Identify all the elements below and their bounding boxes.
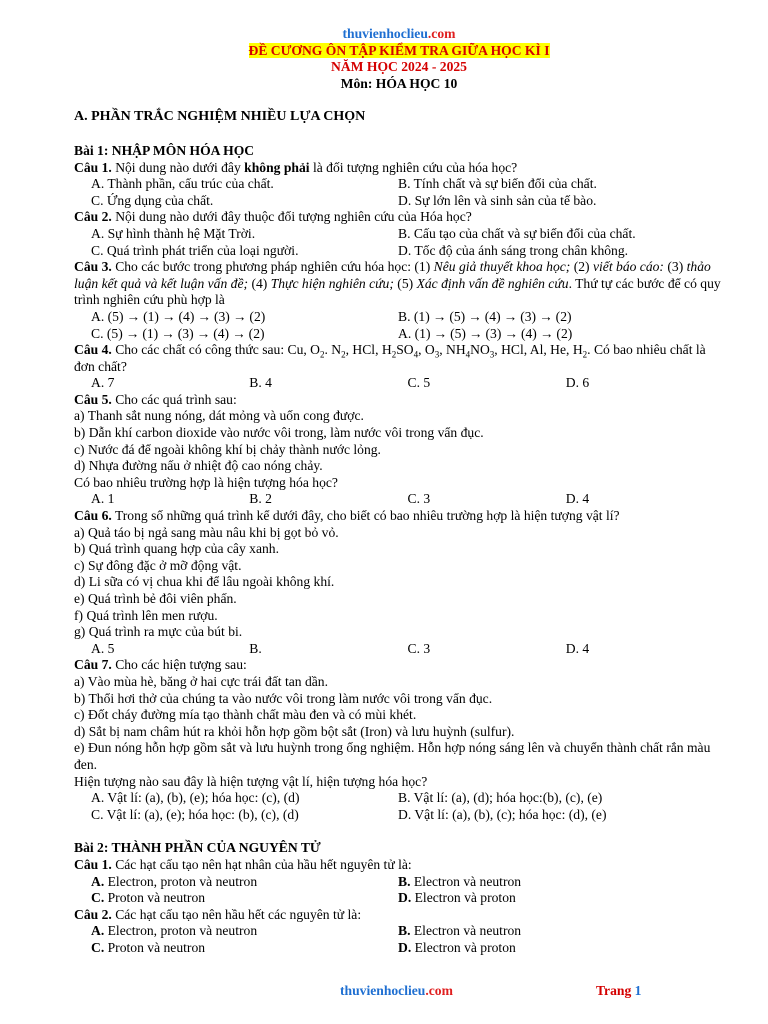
arrow-icon: → [503,308,518,324]
arrow-icon: → [161,325,175,341]
question-label: Câu 2. [74,906,112,922]
statement: g) Quá trình ra mực của bút bi. [74,624,243,640]
option-letter: C. [91,939,105,955]
subscript: 4 [465,349,471,360]
question [74,342,724,375]
question [74,259,724,309]
options-row [74,923,724,940]
subscript: 2 [391,349,397,360]
arrow-icon: → [539,308,553,324]
option-text: Proton và neutron [107,939,206,955]
statement: a) Thanh sắt nung nóng, dát mỏng và uốn cong được. [74,408,364,424]
question-text: là đối tượng nghiên cứu của hóa học? [312,159,518,175]
question [74,209,724,226]
step-text: Nêu giả thuyết khoa học; [433,259,571,275]
option: C. Vật lí: (a), (e); hóa học: (b), (c), (d) [91,806,299,822]
question-label: Câu 6. [74,508,112,524]
step-number: (2) [248,325,265,341]
question-text: (5) [397,275,414,291]
statement: d) Sắt bị nam châm hút ra khỏi hỗn hợp gồm bột sắt (Iron) và lưu huỳnh (sulfur). [74,723,515,739]
arrow-icon: → [126,308,141,324]
question-text: , NH [439,342,466,358]
option: B. Cấu tạo của chất và sự biến đổi của chất. [398,225,636,241]
question-text: . N [324,342,342,358]
step-number: C. (5) [91,325,123,341]
question-label: Câu 7. [74,657,112,673]
arrow-icon: → [468,308,482,324]
option-letter: A. [91,873,105,889]
option: B. Tính chất và sự biến đổi của chất. [398,176,597,192]
option: C. Quá trình phát triển của loại người. [91,242,299,258]
option: D. Vật lí: (a), (b), (c); hóa học: (d), (e) [398,806,607,822]
step-number: (4) [484,308,501,324]
subscript: 3 [434,349,440,360]
step-text: viết báo cáo: [593,259,664,275]
question [74,160,724,177]
arrow-icon: → [433,325,448,341]
statement: a) Quả táo bị ngả sang màu nâu khi bị gọt bỏ vỏ. [74,524,339,540]
question-text: . [568,275,572,291]
option [398,940,705,957]
subscript: 2 [582,349,588,360]
option: C. 5 [407,375,431,391]
step-number: (2) [555,308,572,324]
question [74,657,724,674]
option [91,890,398,907]
statement: d) Li sữa có vị chua khi để lâu ngoài không khí. [74,574,335,590]
option-letter: B. [398,873,411,889]
step-number: (4) [178,308,195,324]
school-year: NĂM HỌC 2024 - 2025 [331,59,467,75]
options-row [74,326,724,343]
arrow-icon: → [197,308,211,324]
option: D. 4 [565,491,590,507]
step-text: Thực hiện nghiên cứu; [270,275,394,291]
option [91,940,398,957]
statement: c) Đốt cháy đường mía tạo thành chất màu đen và có mùi khét. [74,707,417,723]
question-text: , HCl, H [345,342,392,358]
question-text: Các hạt cấu tạo nên hầu hết các nguyên tử là: [115,906,362,922]
option [91,923,398,940]
option-text: Electron, proton và neutron [107,923,258,939]
question [74,392,724,409]
step-number: B. (1) [398,308,430,324]
question-text: Nội dung nào dưới đây [115,159,241,175]
question-text: Thứ tự các bước để có quy trình nghiên cứu phù hợp là [74,275,721,308]
site-name: thuvienhoclieu [342,26,428,41]
option-letter: B. [398,923,411,939]
document-header [74,26,724,92]
step-number: (3) [213,308,230,324]
option: A. 7 [91,375,115,391]
option-letter: C. [91,890,105,906]
statement: d) Nhựa đường nấu ở nhiệt độ cao nóng chảy. [74,458,323,474]
question-label: Câu 1. [74,159,112,175]
option-text: Electron và proton [414,939,516,955]
question-text: , HCl, Al, He, H [494,342,583,358]
lesson-title: Bài 2: THÀNH PHẦN CỦA NGUYÊN TỬ [74,840,321,856]
arrow-icon: → [232,325,246,341]
option [398,326,705,343]
option: B. Vật lí: (a), (d); hóa học:(b), (c), (e) [398,790,603,806]
arrow-icon: → [196,325,211,341]
statement: c) Nước đá để ngoài không khí bị chảy thành nước lỏng. [74,441,381,457]
question-text: Cho các chất có công thức sau: Cu, O [115,342,320,358]
option-text: Proton và neutron [107,890,206,906]
option [91,309,398,326]
option: D. Sự lớn lên và sinh sản của tế bào. [398,192,597,208]
question-text: (2) [573,259,590,275]
option: A. Sự hình thành hệ Mặt Trời. [91,225,256,241]
question-label: Câu 2. [74,209,112,225]
step-number: (5) [450,325,466,341]
subscript: 4 [413,349,419,360]
step-number: A. (5) [91,308,124,324]
arrow-icon: → [161,308,176,324]
subscript: 2 [319,349,325,360]
question-emphasis: không phải [244,159,310,175]
option [398,890,705,907]
options-row [74,226,724,243]
option [398,874,705,891]
page-label: Trang [596,983,632,998]
option-letter: D. [398,939,412,955]
option-text: Electron và neutron [413,923,522,939]
option-text: Electron và neutron [413,873,522,889]
options-row [74,193,724,210]
site-name: thuvienhoclieu [340,983,426,998]
question-text: (3) [667,259,684,275]
option-letter: A. [91,923,105,939]
page-number [596,983,641,1000]
step-number: (2) [556,325,573,341]
arrow-icon: → [539,325,554,341]
subject: Môn: HÓA HỌC 10 [340,75,458,91]
step-number: (4) [520,325,537,341]
option: A. 1 [91,491,115,507]
page-number-value: 1 [634,983,642,998]
arrow-icon: → [468,325,483,341]
site-link[interactable] [74,26,724,43]
option-text: Electron, proton và neutron [107,873,258,889]
option-letter: D. [398,890,412,906]
subscript: 3 [489,349,495,360]
question [74,508,724,525]
options-row [74,790,724,807]
options-row [74,176,724,193]
question-text: Trong số những quá trình kể dưới đây, cho biết có bao nhiêu trường hợp là hiện tượng vật lí? [114,508,620,524]
step-number: (1) [142,325,159,341]
step-number: (3) [520,308,537,324]
statement: b) Dẫn khí carbon dioxide vào nước vôi trong, làm nước vôi trong vẩn đục. [74,425,484,441]
statement: b) Thổi hơi thở của chúng ta vào nước vôi trong làm nước vôi trong vẩn đục. [74,690,493,706]
option [91,326,398,343]
option [398,923,705,940]
step-number: (3) [485,325,502,341]
arrow-icon: → [232,308,247,324]
statement: f) Quá trình lên men rượu. [74,607,218,623]
option: A. Vật lí: (a), (b), (e); hóa học: (c), (d) [91,790,300,806]
question-text: SO [396,342,414,358]
options-row [74,890,724,907]
option: D. Tốc độ của ánh sáng trong chân không. [398,242,629,258]
options-row [74,375,724,392]
options-row [74,491,724,508]
statement: b) Quá trình quang hợp của cây xanh. [74,541,279,557]
question-label: Câu 3. [74,259,112,275]
question-text: Cho các quá trình sau: [115,391,237,407]
option-text: Electron và proton [414,890,516,906]
question-text: . Có bao nhiêu chất là đơn chất? [74,342,706,374]
options-row [74,309,724,326]
question-text: Cho các hiện tượng sau: [115,657,247,673]
step-number: (3) [177,325,194,341]
option [91,874,398,891]
question [74,907,724,924]
section-heading: A. PHẦN TRẮC NGHIỆM NHIỀU LỰA CHỌN [74,109,366,125]
option: C. 3 [407,640,431,656]
option: A. Thành phần, cấu trúc của chất. [91,176,274,192]
question-text: , O [418,342,435,358]
step-number: (5) [449,308,466,324]
statement: e) Quá trình bẻ đôi viên phấn. [74,591,237,606]
options-row [74,243,724,260]
subscript: 2 [341,349,346,360]
options-row [74,874,724,891]
arrow-icon: → [432,308,447,324]
statement: c) Sự đông đặc ở mỡ động vật. [74,557,242,573]
site-tld: .com [427,26,456,41]
options-row [74,940,724,957]
question-text: NO [470,342,490,358]
question-label: Câu 4. [74,342,112,358]
lesson-title: Bài 1: NHẬP MÔN HÓA HỌC [74,142,255,158]
option: B. 4 [249,375,272,391]
option: D. 6 [565,375,590,391]
question-prompt: Có bao nhiêu trường hợp là hiện tượng hóa học? [74,474,338,490]
options-row [74,641,724,658]
option [398,309,705,326]
question-text: Các hạt cấu tạo nên hạt nhân của hầu hết nguyên tử là: [115,856,412,872]
document-page [74,26,724,956]
option: B. [249,640,262,656]
question-label: Câu 1. [74,856,112,872]
step-number: A. (1) [398,325,431,341]
arrow-icon: → [125,325,140,341]
statement: e) Đun nóng hỗn hợp gồm sắt và lưu huỳnh trong ống nghiệm. Hỗn hợp nóng sáng lên và chuyển thành chất rắn màu đen. [74,740,711,772]
footer-site-link[interactable] [340,983,453,1000]
question-label: Câu 5. [74,391,112,407]
step-number: (4) [213,325,230,341]
question-prompt: Hiện tượng nào sau đây là hiện tượng vật lí, hiện tượng hóa học? [74,773,428,789]
question-text: Nội dung nào dưới đây thuộc đối tượng nghiên cứu của Hóa học? [115,209,472,225]
options-row [74,807,724,824]
step-text: Xác định vấn đề nghiên cứu [416,275,569,291]
step-number: (2) [249,308,266,324]
option: B. 2 [249,491,272,507]
question-text: Cho các bước trong phương pháp nghiên cứu hóa học: (1) [115,259,431,275]
document-title: ĐỀ CƯƠNG ÔN TẬP KIỂM TRA GIỮA HỌC KÌ I [248,42,550,58]
arrow-icon: → [504,325,518,341]
step-text: thảo luận kết quả và kết luận vấn đề; [74,259,711,291]
question-text: (4) [251,275,268,291]
option: C. Ứng dụng của chất. [91,192,214,208]
step-number: (1) [143,308,159,324]
option: D. 4 [565,640,590,656]
site-tld: .com [425,983,453,998]
option: A. 5 [91,640,115,656]
option: C. 3 [407,491,431,507]
statement: a) Vào mùa hè, băng ở hai cực trái đất tan dần. [74,673,328,689]
question [74,857,724,874]
